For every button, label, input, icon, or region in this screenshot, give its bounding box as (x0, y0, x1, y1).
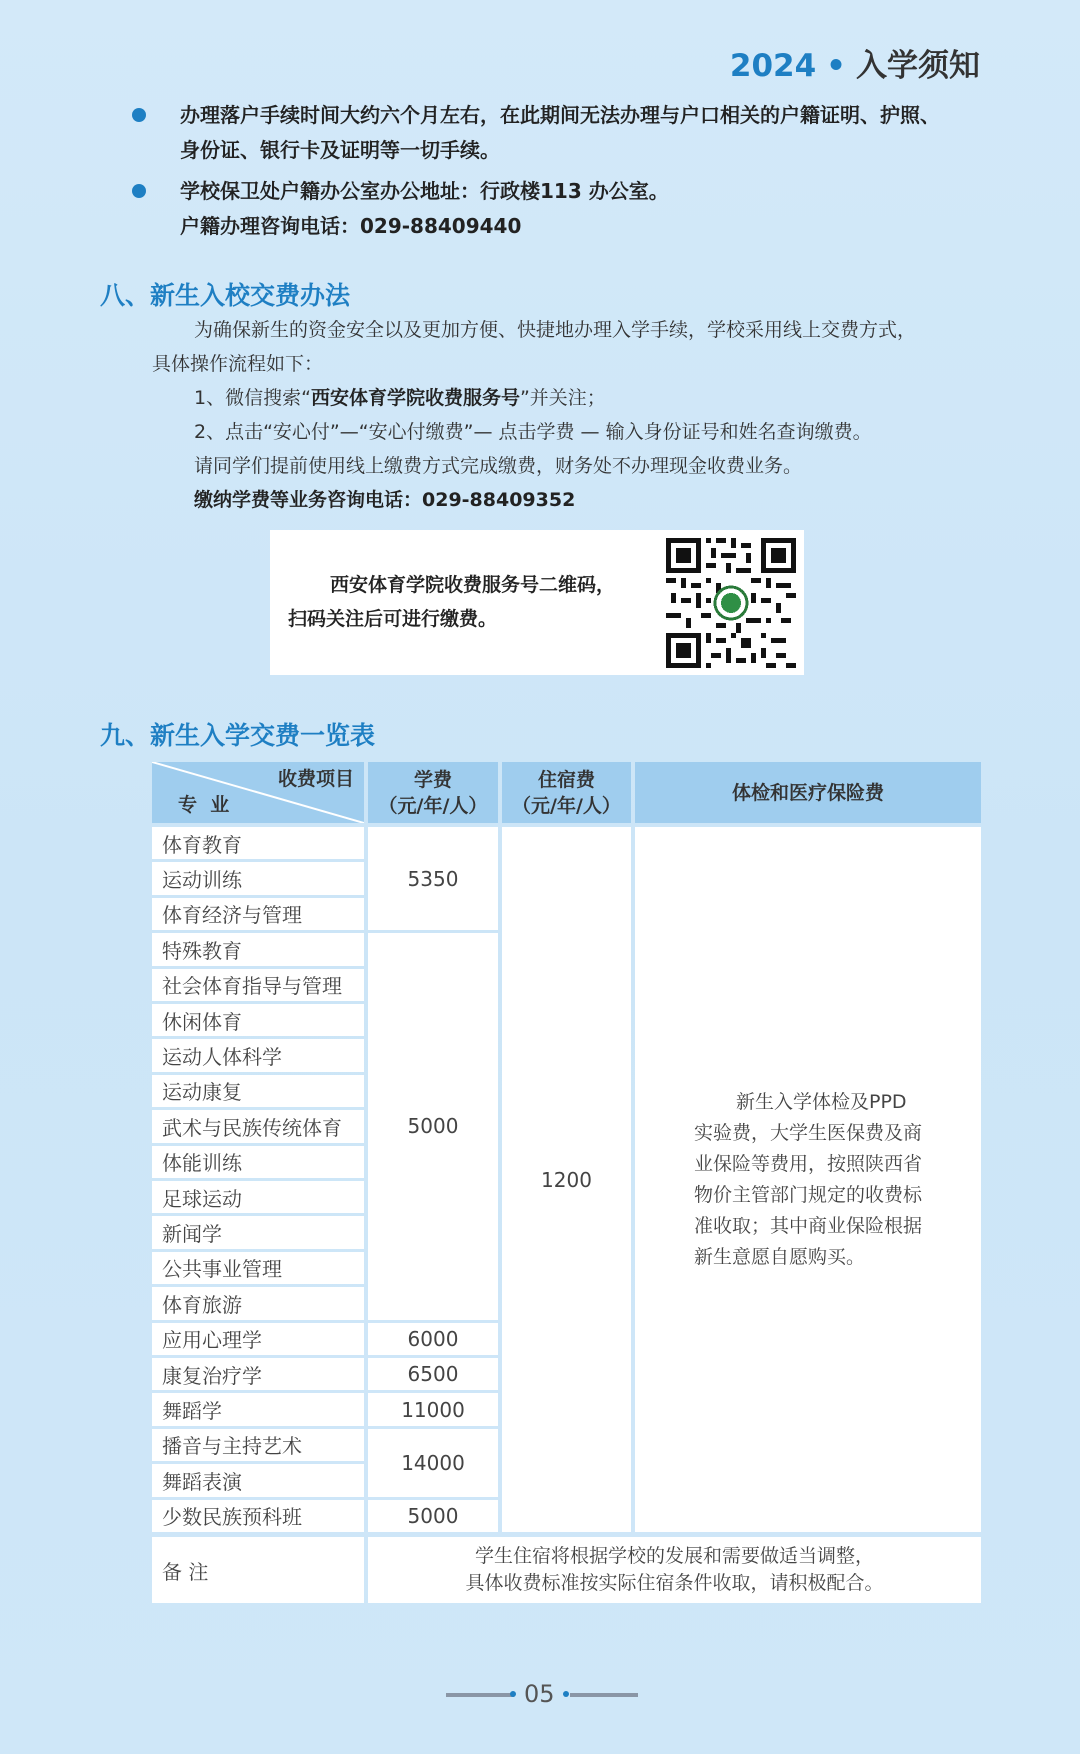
major-name: 播音与主持艺术 (162, 1434, 302, 1459)
medical-line: 新生入学体检及PPD (735, 1090, 907, 1113)
tuition-cell (368, 933, 498, 1319)
major-cell (152, 1464, 364, 1496)
major-cell (152, 1004, 364, 1036)
major-name: 特殊教育 (162, 938, 242, 963)
page-number: 05 (524, 1680, 555, 1708)
major-name: 舞蹈表演 (162, 1469, 242, 1494)
step-1-post: ”并关注； (519, 387, 606, 409)
tuition-value: 5000 (407, 1114, 459, 1139)
bullet-line: 身份证、银行卡及证明等一切手续。 (180, 138, 500, 162)
major-cell (152, 1181, 364, 1213)
footer-dot (563, 1691, 569, 1697)
medical-fee-text (694, 1087, 922, 1273)
major-name: 社会体育指导与管理 (162, 974, 342, 999)
major-cell (152, 1500, 364, 1532)
major-cell (152, 1146, 364, 1178)
medical-line: 业保险等费用，按照陕西省 (693, 1152, 922, 1175)
major-name: 应用心理学 (162, 1328, 262, 1353)
header-dorm-unit: （元/年/人） (512, 794, 621, 817)
major-cell (152, 1252, 364, 1284)
major-cell (152, 1110, 364, 1142)
header-major-label: 专 业 (178, 794, 230, 816)
medical-line: 新生意愿自愿购买。 (693, 1245, 865, 1268)
header-tuition-unit: （元/年/人） (378, 794, 488, 817)
section-8-body (152, 313, 1012, 517)
major-name: 康复治疗学 (162, 1363, 262, 1388)
step-2: 2、点击“安心付”—“安心付缴费”— 点击学费 — 输入身份证号和姓名查询缴费。 (194, 421, 872, 443)
major-name: 体育教育 (162, 832, 242, 857)
major-name: 新闻学 (162, 1222, 222, 1247)
tuition-cell (368, 1500, 498, 1532)
major-name: 舞蹈学 (162, 1399, 222, 1424)
medical-line: 物价主管部门规定的收费标 (693, 1183, 922, 1206)
major-name: 运动康复 (162, 1080, 242, 1105)
cash-note: 请同学们提前使用线上缴费方式完成缴费，财务处不办理现金收费业务。 (194, 455, 803, 477)
tuition-value: 6000 (407, 1326, 459, 1351)
major-cell (152, 862, 364, 894)
step-1-pre: 1、微信搜索“ (194, 387, 311, 409)
header-tuition: 学费 (413, 768, 452, 791)
tuition-value: 6500 (407, 1362, 459, 1387)
header-tuition-cell (368, 762, 498, 823)
page-header (730, 40, 980, 85)
tuition-cell (368, 1358, 498, 1390)
tuition-value: 5000 (407, 1503, 459, 1528)
header-medical: 体检和医疗保险费 (731, 781, 884, 804)
header-item-label: 收费项目 (277, 768, 354, 790)
qr-caption (288, 568, 648, 636)
major-cell (152, 1039, 364, 1071)
major-name: 体育经济与管理 (162, 903, 302, 928)
bullet-line: 户籍办理咨询电话：029-88409440 (180, 214, 522, 238)
remark-label: 备 注 (162, 1559, 209, 1584)
major-cell (152, 1075, 364, 1107)
major-cell (152, 1429, 364, 1461)
major-cell (152, 969, 364, 1001)
qr-caption-line: 西安体育学院收费服务号二维码， (330, 574, 616, 596)
header-dorm: 住宿费 (537, 768, 595, 791)
major-cell (152, 1216, 364, 1248)
dorm-fee-cell (502, 827, 631, 1532)
major-cell (152, 1287, 364, 1319)
remark-line: 具体收费标准按实际住宿条件收取，请积极配合。 (465, 1572, 884, 1594)
bullet-dot-icon (132, 184, 146, 198)
tuition-cell (368, 1393, 498, 1425)
major-name: 武术与民族传统体育 (162, 1115, 342, 1140)
major-name: 足球运动 (162, 1186, 242, 1211)
major-cell (152, 1393, 364, 1425)
header-dot: • (826, 48, 846, 84)
section-8-title: 八、新生入校交费办法 (100, 281, 351, 310)
qr-card (270, 530, 804, 675)
bullet-dot-icon (132, 108, 146, 122)
major-cell (152, 933, 364, 965)
remark-text-cell (368, 1537, 981, 1603)
major-cell (152, 827, 364, 859)
dorm-fee-value: 1200 (541, 1167, 592, 1192)
tuition-cell (368, 1429, 498, 1497)
remark-label-cell (152, 1537, 364, 1603)
major-name: 运动人体科学 (162, 1045, 282, 1070)
medical-line: 准收取；其中商业保险根据 (693, 1214, 922, 1237)
intro-line: 具体操作流程如下： (152, 353, 324, 375)
bullet-hukou-office (152, 174, 1012, 244)
bullet-line: 学校保卫处户籍办公室办公地址：行政楼113 办公室。 (180, 179, 669, 203)
medical-fee-cell (635, 827, 981, 1532)
header-dorm-cell (502, 762, 631, 823)
intro-line: 为确保新生的资金安全以及更加方便、快捷地办理入学手续，学校采用线上交费方式， (194, 319, 917, 341)
tuition-cell (368, 1323, 498, 1355)
tuition-value: 11000 (401, 1397, 465, 1422)
major-cell (152, 1323, 364, 1355)
header-medical-cell (635, 762, 981, 823)
tuition-cell (368, 827, 498, 930)
major-name: 公共事业管理 (162, 1257, 282, 1282)
step-1 (152, 381, 1012, 415)
section-9-title: 九、新生入学交费一览表 (100, 721, 376, 750)
footer-dot (510, 1691, 516, 1697)
medical-line: 实验费，大学生医保费及商 (693, 1121, 922, 1144)
footer-rule (446, 1693, 514, 1697)
header-subtitle: 入学须知 (856, 48, 980, 84)
major-cell (152, 898, 364, 930)
major-name: 休闲体育 (162, 1009, 242, 1034)
payment-phone: 缴纳学费等业务咨询电话：029-88409352 (194, 489, 576, 511)
major-name: 运动训练 (162, 868, 242, 893)
header-year: 2024 (729, 48, 817, 84)
step-1-service-name: 西安体育学院收费服务号 (310, 387, 520, 409)
tuition-value: 5350 (407, 866, 459, 891)
major-name: 体能训练 (162, 1151, 242, 1176)
major-name: 少数民族预科班 (162, 1505, 302, 1530)
header-major-item-cell (152, 762, 364, 823)
major-cell (152, 1358, 364, 1390)
footer-rule (570, 1693, 638, 1697)
tuition-value: 14000 (401, 1450, 465, 1475)
major-name: 体育旅游 (162, 1292, 242, 1317)
bullet-hukou-time (152, 98, 1012, 168)
bullet-line: 办理落户手续时间大约六个月左右，在此期间无法办理与户口相关的户籍证明、护照、 (180, 103, 940, 127)
qr-code-icon[interactable] (666, 538, 796, 668)
remark-line: 学生住宿将根据学校的发展和需要做适当调整， (474, 1545, 874, 1567)
qr-caption-line: 扫码关注后可进行缴费。 (288, 608, 498, 630)
